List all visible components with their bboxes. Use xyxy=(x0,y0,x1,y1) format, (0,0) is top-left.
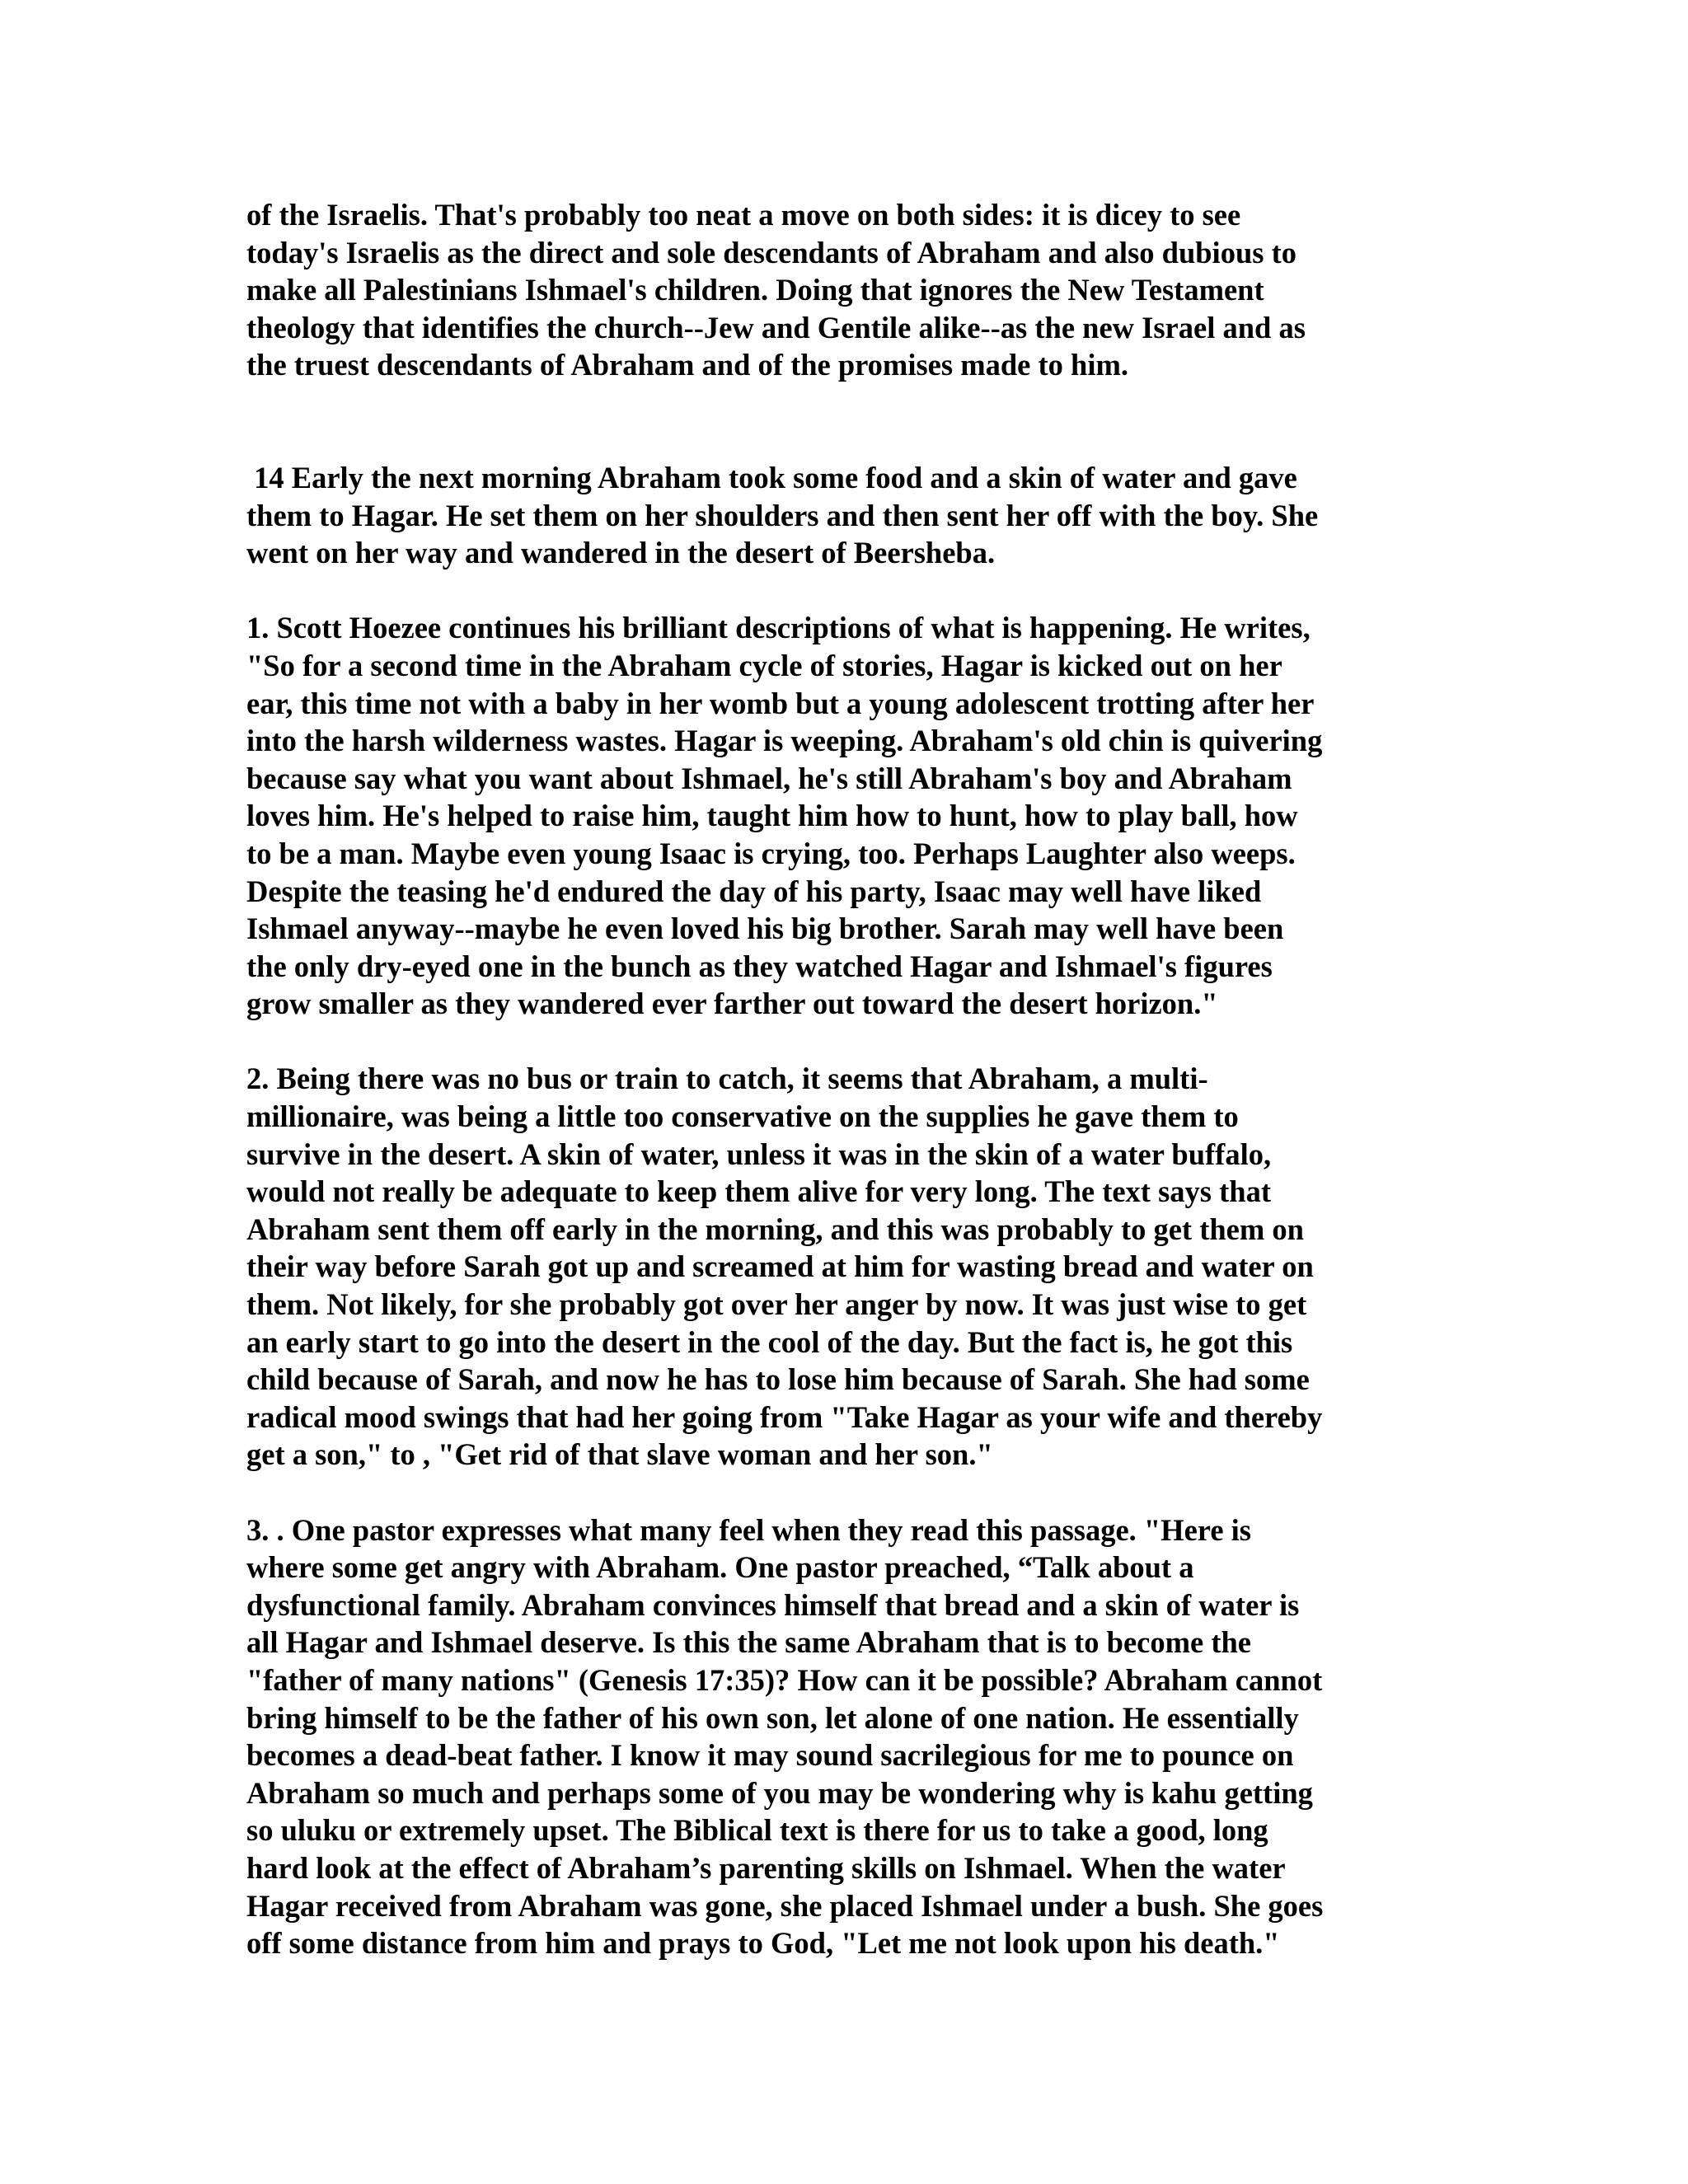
text-line: off some distance from him and prays to God, "Let me not look upon his death." xyxy=(246,1926,1280,1961)
text-line: 1. Scott Hoezee continues his brilliant descriptions of what is happening. He writes, xyxy=(246,611,1311,645)
text-line: today's Israelis as the direct and sole descendants of Abraham and also dubious to xyxy=(246,235,1296,269)
text-line: "So for a second time in the Abraham cycle of stories, Hagar is kicked out on her xyxy=(246,648,1282,682)
text-line: bring himself to be the father of his own son, let alone of one nation. He essentially xyxy=(246,1700,1299,1735)
paragraph-israelis-commentary xyxy=(246,196,1442,384)
text-line: hard look at the effect of Abraham’s parenting skills on Ishmael. When the water xyxy=(246,1850,1286,1885)
text-line: Hagar received from Abraham was gone, she placed Ishmael under a bush. She goes xyxy=(246,1888,1324,1923)
paragraph-point-1 xyxy=(246,609,1442,1023)
text-line: dysfunctional family. Abraham convinces himself that bread and a skin of water is xyxy=(246,1587,1300,1622)
text-line: because say what you want about Ishmael, he's still Abraham's boy and Abraham xyxy=(246,761,1292,795)
text-line: 14 Early the next morning Abraham took some food and a skin of water and gave xyxy=(246,460,1297,494)
text-line: survive in the desert. A skin of water, unless it was in the skin of a water buffalo, xyxy=(246,1137,1272,1171)
text-line: loves him. He's helped to raise him, taught him how to hunt, how to play ball, how xyxy=(246,799,1298,833)
text-line: grow smaller as they wandered ever farther out toward the desert horizon." xyxy=(246,987,1218,1021)
text-line: 3. . One pastor expresses what many feel when they read this passage. "Here is xyxy=(246,1512,1251,1547)
paragraph-verse-14 xyxy=(246,459,1442,572)
paragraph-spacer xyxy=(246,1474,1442,1511)
paragraph-spacer xyxy=(246,1023,1442,1061)
text-line: Ishmael anyway--maybe he even loved his big brother. Sarah may well have been xyxy=(246,912,1284,946)
text-line: Abraham so much and perhaps some of you may be wondering why is kahu getting xyxy=(246,1775,1313,1810)
paragraph-point-3 xyxy=(246,1511,1442,1962)
text-line: would not really be adequate to keep them alive for very long. The text says that xyxy=(246,1174,1271,1209)
text-line: radical mood swings that had her going from "Take Hagar as your wife and thereby xyxy=(246,1399,1323,1434)
text-line: Despite the teasing he'd endured the day of his party, Isaac may well have liked xyxy=(246,874,1262,908)
text-line: to be a man. Maybe even young Isaac is crying, too. Perhaps Laughter also weeps. xyxy=(246,836,1296,870)
text-line: went on her way and wandered in the desert of Beersheba. xyxy=(246,536,996,570)
text-line: child because of Sarah, and now he has to lose him because of Sarah. She had some xyxy=(246,1362,1310,1397)
text-line: of the Israelis. That's probably too neat a move on both sides: it is dicey to see xyxy=(246,198,1241,232)
text-line: theology that identifies the church--Jew and Gentile alike--as the new Israel and as xyxy=(246,310,1306,344)
text-line: them. Not likely, for she probably got over her anger by now. It was just wise to get xyxy=(246,1287,1307,1322)
text-line: all Hagar and Ishmael deserve. Is this the same Abraham that is to become the xyxy=(246,1625,1251,1660)
text-line: 2. Being there was no bus or train to catch, it seems that Abraham, a multi- xyxy=(246,1062,1208,1096)
text-line: their way before Sarah got up and screamed at him for wasting bread and water on xyxy=(246,1249,1314,1284)
document-body xyxy=(246,196,1442,1962)
text-line: them to Hagar. He set them on her shoulders and then sent her off with the boy. She xyxy=(246,498,1319,532)
text-line: get a son," to , "Get rid of that slave woman and her son." xyxy=(246,1437,993,1472)
text-line: Abraham sent them off early in the morning, and this was probably to get them on xyxy=(246,1212,1304,1246)
text-line: make all Palestinians Ishmael's children. Doing that ignores the New Testament xyxy=(246,273,1264,307)
text-line: so uluku or extremely upset. The Biblical text is there for us to take a good, long xyxy=(246,1813,1268,1848)
text-line: ear, this time not with a baby in her womb but a young adolescent trotting after her xyxy=(246,686,1315,720)
paragraph-spacer xyxy=(246,572,1442,610)
text-line: the only dry-eyed one in the bunch as they watched Hagar and Ishmael's figures xyxy=(246,949,1273,983)
text-line: "father of many nations" (Genesis 17:35)? How can it be possible? Abraham cannot xyxy=(246,1662,1323,1697)
text-line: into the harsh wilderness wastes. Hagar is weeping. Abraham's old chin is quivering xyxy=(246,724,1323,758)
text-line: millionaire, was being a little too conservative on the supplies he gave them to xyxy=(246,1099,1239,1134)
text-line: where some get angry with Abraham. One pastor preached, “Talk about a xyxy=(246,1550,1194,1585)
text-line: becomes a dead-beat father. I know it may sound sacrilegious for me to pounce on xyxy=(246,1738,1294,1773)
paragraph-spacer xyxy=(246,384,1442,459)
paragraph-point-2 xyxy=(246,1060,1442,1474)
text-line: the truest descendants of Abraham and of the promises made to him. xyxy=(246,348,1128,382)
text-line: an early start to go into the desert in the cool of the day. But the fact is, he got this xyxy=(246,1324,1293,1359)
